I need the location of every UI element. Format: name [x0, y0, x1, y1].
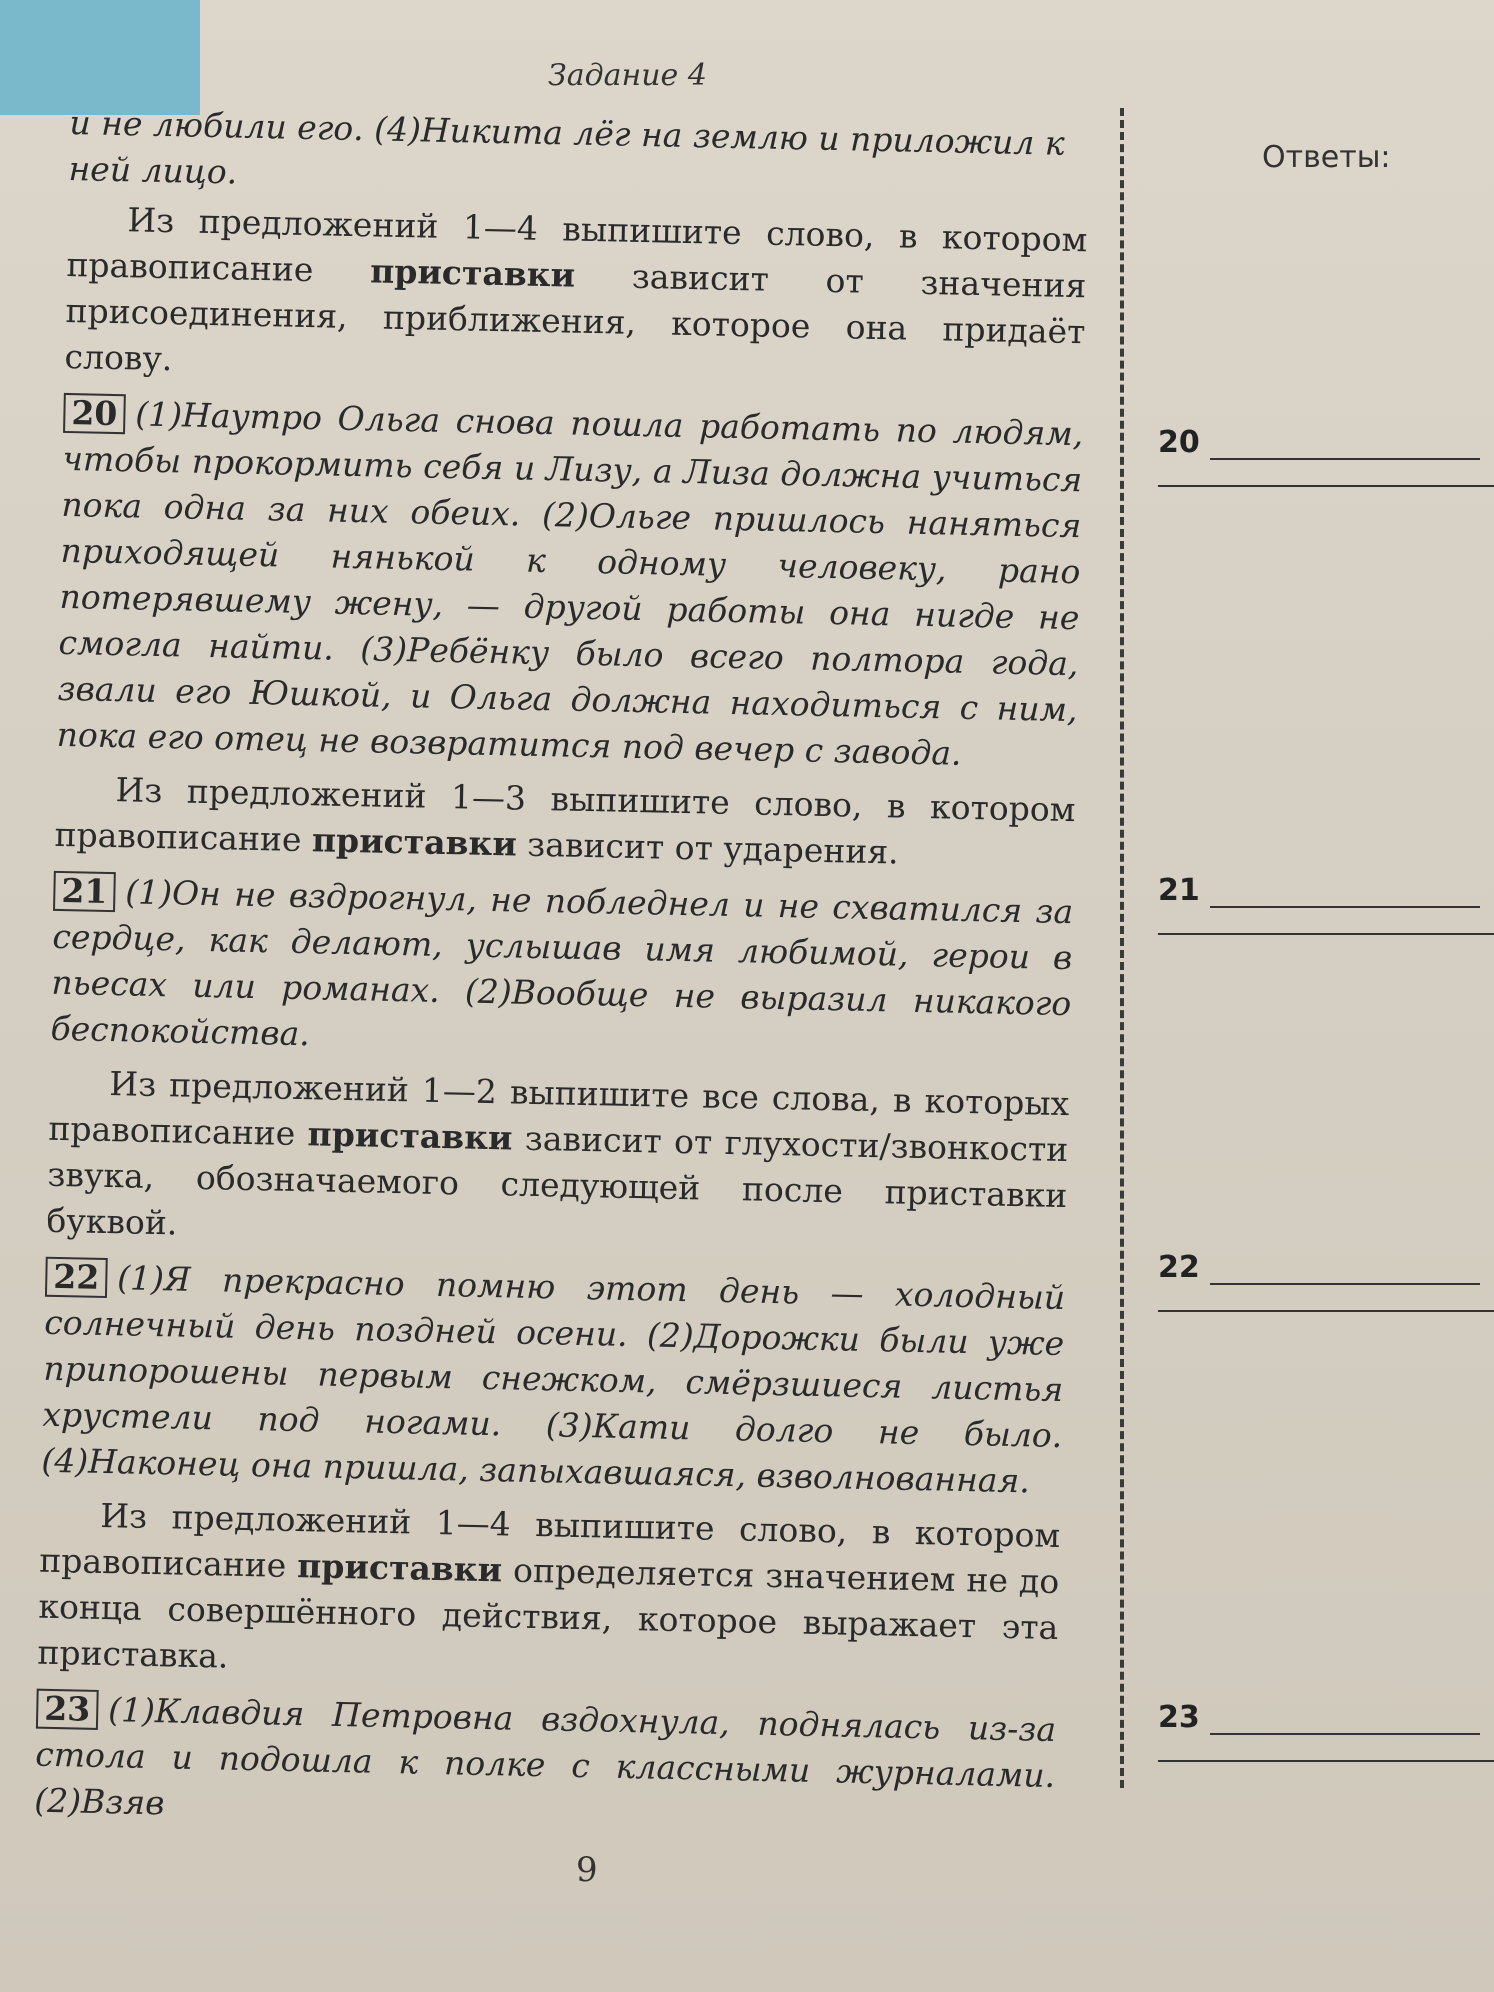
task-21-text: 21 (1)Он не вздрогнул, не побледнел и не схватился за сердце, как делают, услышав имя любимой, герои в пьесах или романах. (2)Вообще не выразил никакого беспокойства. — [50, 870, 1074, 1054]
task-number: 22 — [45, 1257, 108, 1298]
task-22-text: 22 (1)Я прекрасно помню этот день — холодный солнечный день поздней осени. (2)Дорожки были уже припорошены первым снежком, смёрзшиеся листья хрустели под ногами. (3)Кати долго не было. (4)Наконец она пришла, запыхавшаяся, взволнованная. — [41, 1256, 1066, 1501]
task-20-text: 20 (1)Наутро Ольга снова пошла работать по людям, чтобы прокормить себя и Лизу, а Лиза должна учиться пока одна за них обеих. (2)Ольге пришлось наняться приходящей нянькой к одному человеку, рано потерявшему жену, — другой работы она нигде не смогла найти. (3)Ребёнку было всего полтора года, звали его Юшкой, и Ольга должна находиться с ним, пока его отец не возвратится под вечер с завода. — [56, 393, 1084, 773]
answer-field-20[interactable]: 20 — [1158, 425, 1494, 460]
exercise-column — [34, 100, 1090, 1853]
answer-field-21[interactable]: 21 — [1158, 873, 1494, 908]
corner-tab — [0, 0, 200, 115]
task-number: 20 — [63, 393, 126, 434]
task-20-question: Из предложений 1—3 выпишите слово, в котором правописание приставки зависит от ударения. — [54, 770, 1076, 872]
intro-question: Из предложений 1—4 выпишите слово, в котором правописание приставки зависит от значения присоединения, приближения, которое она придаёт слову. — [64, 200, 1088, 379]
answer-field-22[interactable]: 22 — [1158, 1250, 1494, 1285]
page-header: Задание 4 — [548, 58, 707, 93]
task-21-question: Из предложений 1—2 выпишите все слова, в которых правописание приставки зависит от глухости/звонкости звука, обозначаемого следующей после приставки буквой. — [46, 1064, 1070, 1243]
cut-line-divider — [1120, 108, 1124, 1788]
answer-field-23[interactable]: 23 — [1158, 1700, 1494, 1735]
page-number: 9 — [576, 1850, 598, 1890]
task-22-question: Из предложений 1—4 выпишите слово, в котором правописание приставки определяется значением не до конца совершённого действия, которое выражает эта приставка. — [37, 1495, 1061, 1676]
task-number: 23 — [36, 1689, 99, 1730]
intro-text: и не любили его. (4)Никита лёг на землю и приложил к ней лицо. — [68, 102, 1065, 192]
answers-title: Ответы: — [1262, 140, 1391, 175]
task-number: 21 — [53, 871, 116, 912]
task-23-text: 23 (1)Клавдия Петровна вздохнула, поднялась из-за стола и подошла к полке с классными журналами. (2)Взяв — [33, 1688, 1057, 1823]
